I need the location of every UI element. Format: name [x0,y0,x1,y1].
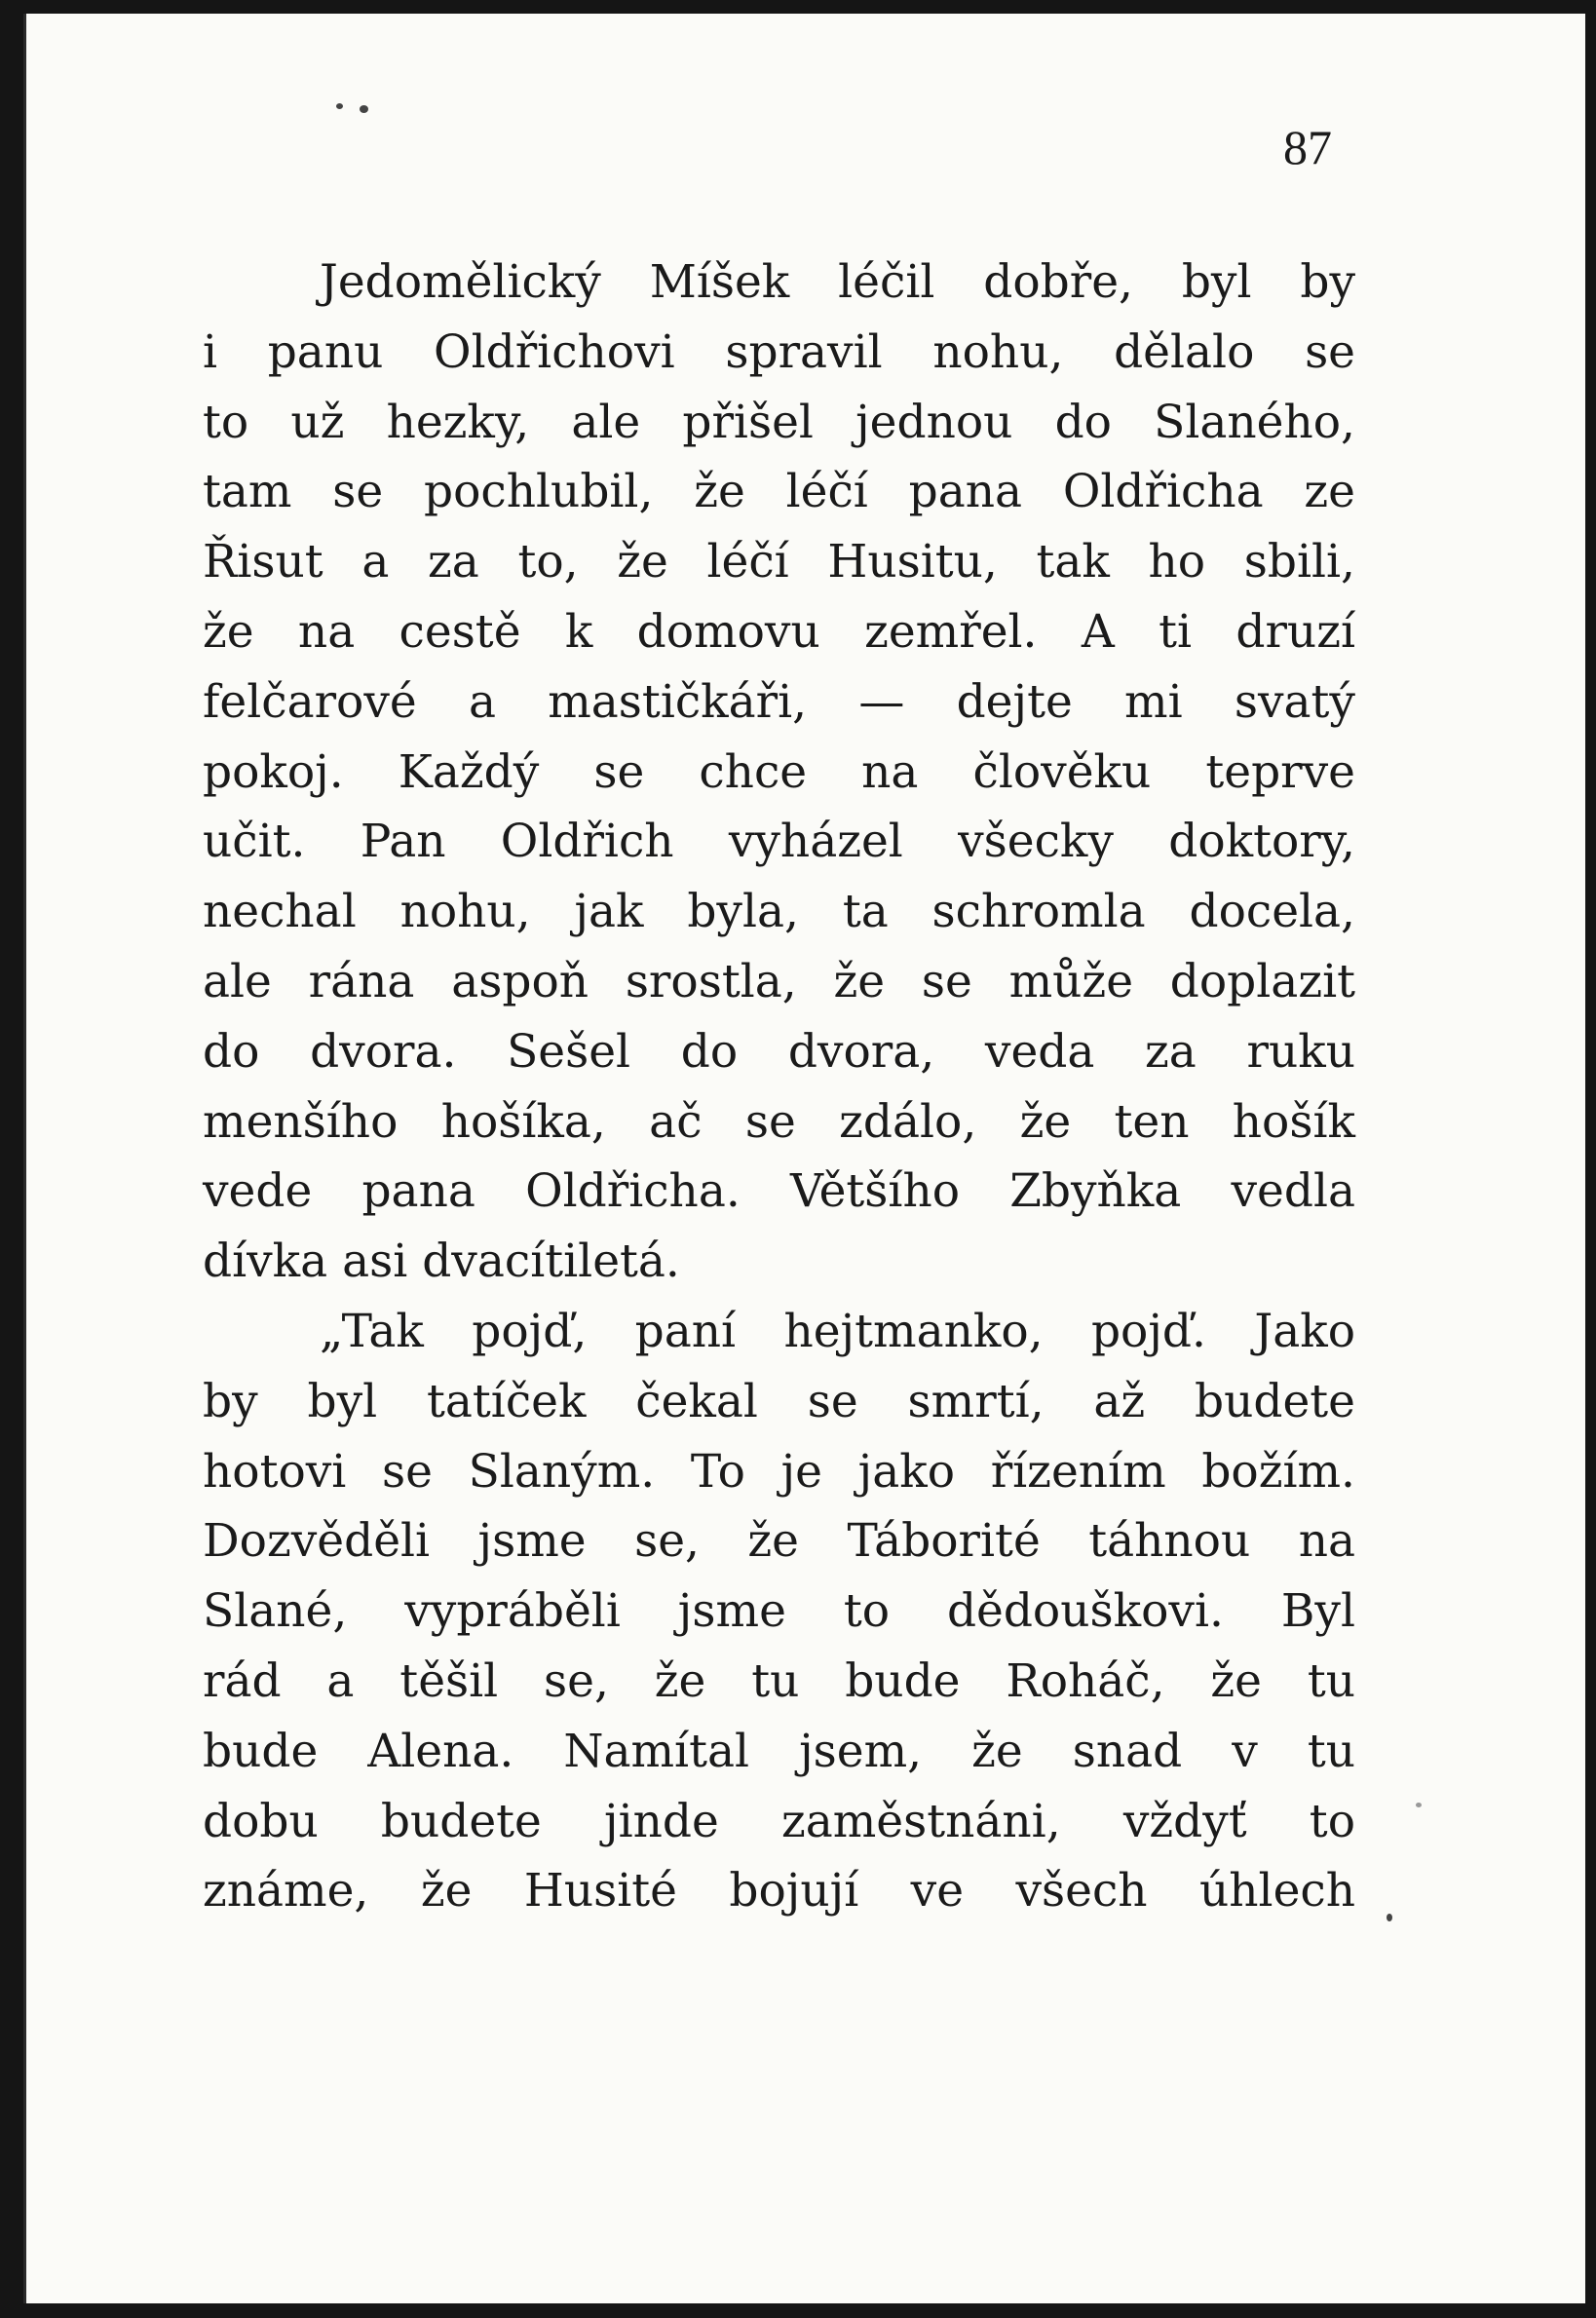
text-line: učit. Pan Oldřich vyházel všecky doktory, [203,815,1355,869]
text-line: felčarové a mastičkáři, — dejte mi svatý [203,674,1355,729]
text-line: pokoj. Každý se chce na člověku teprve [203,744,1355,799]
text-line: dobu budete jinde zaměstnáni, vždyť to [203,1794,1355,1848]
text-line: to už hezky, ale přišel jednou do Slaného, [203,395,1355,449]
text-line: známe, že Husité bojují ve všech úhlech [203,1864,1355,1919]
print-speck [1387,1914,1392,1921]
paragraph-2 [203,1297,1355,1926]
text-line: tam se pochlubil, že léčí pana Oldřicha ze [203,465,1355,519]
text-line: hotovi se Slaným. To je jako řízením božím. [203,1444,1355,1499]
print-speck [336,103,343,109]
text-line: Řisut a za to, že léčí Husitu, tak ho sbili, [203,535,1355,589]
print-speck [1416,1803,1422,1807]
text-line: do dvora. Sešel do dvora, veda za ruku [203,1024,1355,1079]
text-line: „Tak pojď, paní hejtmanko, pojď. Jako [320,1304,1355,1358]
book-page [23,14,1585,2303]
paragraph-1 [203,247,1355,1297]
text-line: bude Alena. Namítal jsem, že snad v tu [203,1724,1355,1778]
text-line: nechal nohu, jak byla, ta schromla docela, [203,885,1355,939]
text-line: že na cestě k domovu zemřel. A ti druzí [203,604,1355,659]
print-speck [360,105,368,113]
text-line: rád a těšil se, že tu bude Roháč, že tu [203,1653,1355,1708]
text-line: ale rána aspoň srostla, že se může doplazit [203,954,1355,1008]
text-line: Slané, vypráběli jsme to dědouškovi. Byl [203,1584,1355,1639]
text-line: vede pana Oldřicha. Většího Zbyňka vedla [203,1164,1355,1219]
text-line: by byl tatíček čekal se smrtí, až budete [203,1374,1355,1428]
page-number: 87 [1283,120,1332,174]
text-line: Jedomělický Míšek léčil dobře, byl by [320,255,1355,309]
text-line: menšího hošíka, ač se zdálo, že ten hošík [203,1094,1355,1149]
text-line: Dozvěděli jsme se, že Táborité táhnou na [203,1514,1355,1569]
body-text [203,247,1355,1926]
text-line: i panu Oldřichovi spravil nohu, dělalo se [203,324,1355,379]
text-line: dívka asi dvacítiletá. [203,1235,680,1289]
